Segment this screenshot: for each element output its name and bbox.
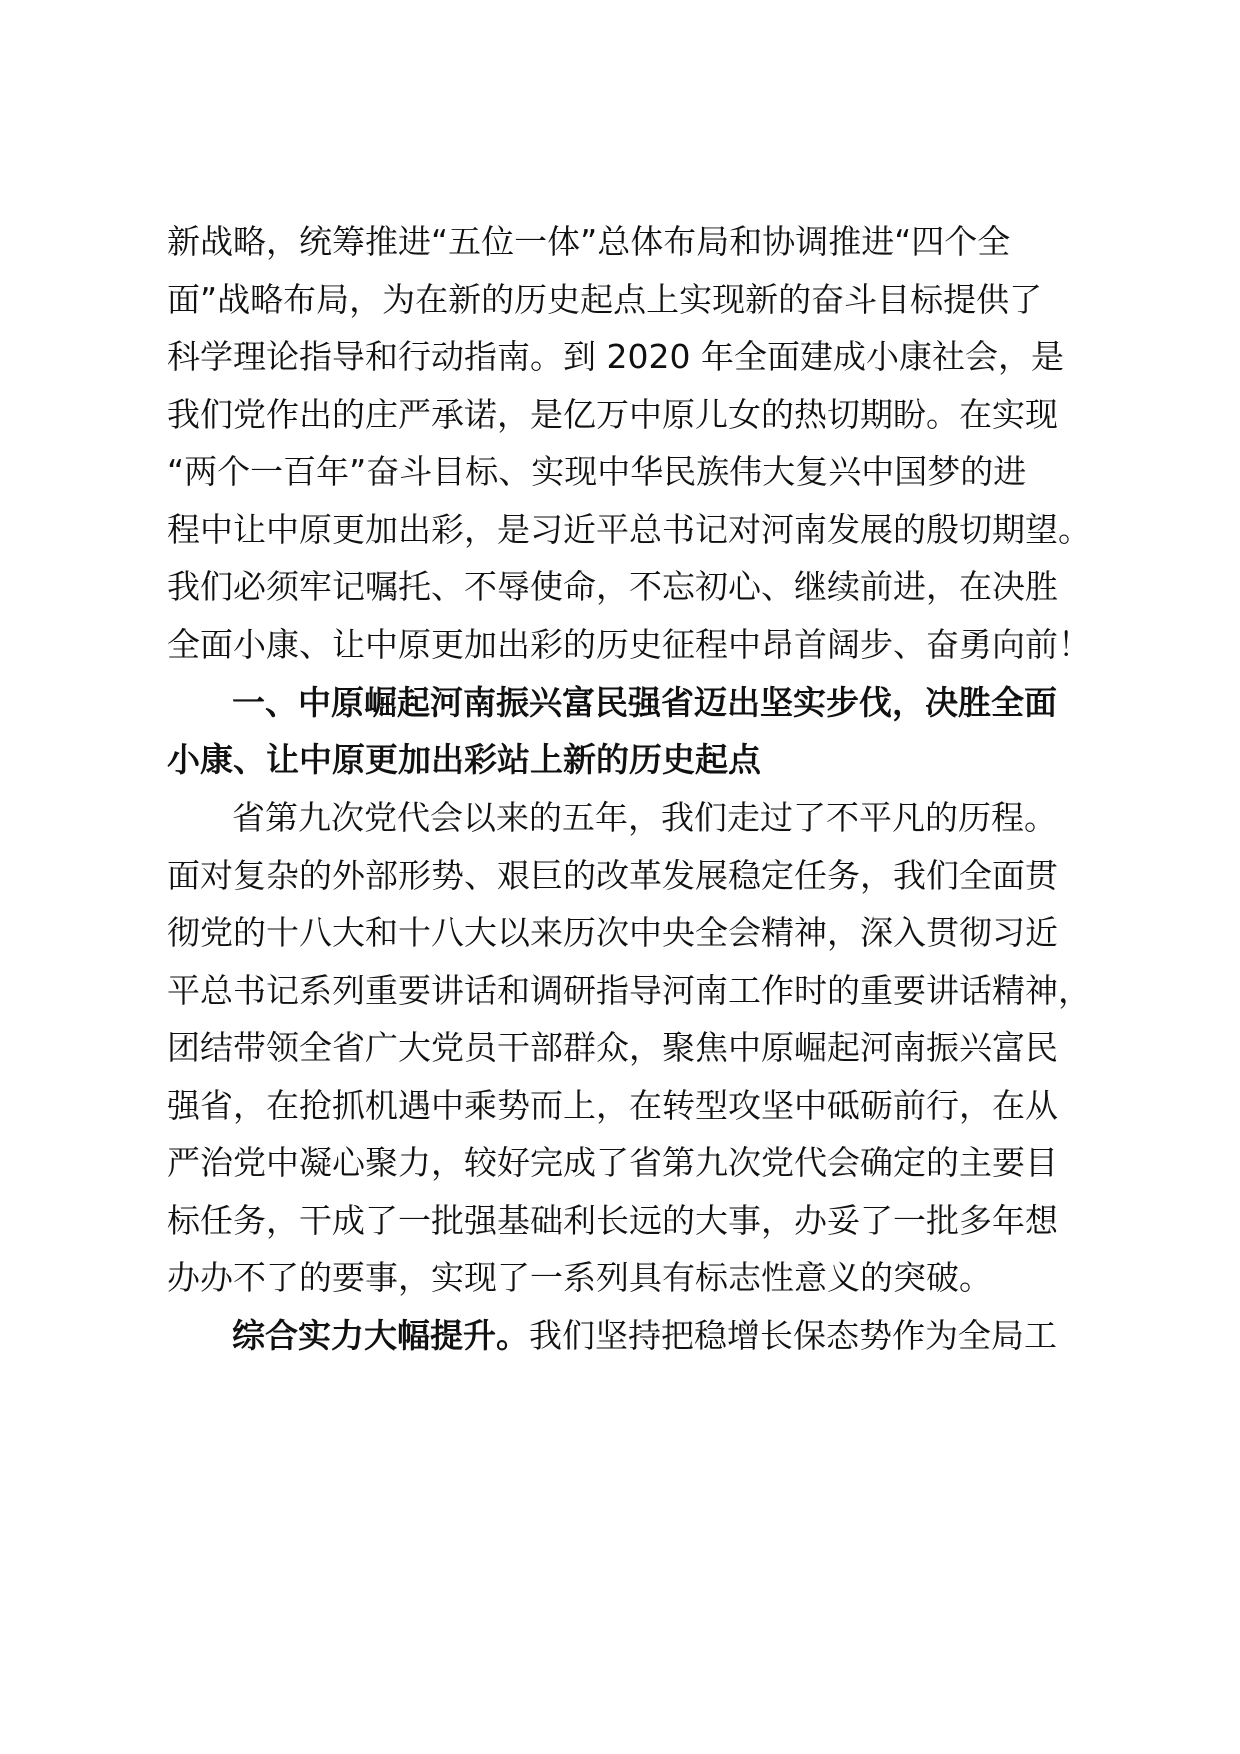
body-line: 办办不了的要事，实现了一系列具有标志性意义的突破。 bbox=[167, 1258, 992, 1297]
paragraph-start-line bbox=[232, 1316, 1057, 1356]
body-line: 团结带领全省广大党员干部群众，聚焦中原崛起河南振兴富民 bbox=[167, 1028, 1058, 1067]
body-line: 全面小康、让中原更加出彩的历史征程中昂首阔步、奋勇向前！ bbox=[167, 625, 1091, 664]
body-line: 我们必须牢记嘱托、不辱使命，不忘初心、继续前进，在决胜 bbox=[167, 567, 1058, 606]
body-line: 强省，在抢抓机遇中乘势而上，在转型攻坚中砥砺前行，在从 bbox=[167, 1086, 1058, 1125]
body-line: 面对复杂的外部形势、艰巨的改革发展稳定任务，我们全面贯 bbox=[167, 856, 1058, 895]
body-line: 标任务，干成了一批强基础利长远的大事，办妥了一批多年想 bbox=[167, 1201, 1058, 1240]
body-line: 面”战略布局，为在新的历史起点上实现新的奋斗目标提供了 bbox=[167, 280, 1043, 319]
body-line: 严治党中凝心聚力，较好完成了省第九次党代会确定的主要目 bbox=[167, 1143, 1058, 1182]
body-line: 省第九次党代会以来的五年，我们走过了不平凡的历程。 bbox=[232, 798, 1057, 837]
section-heading-line-2: 小康、让中原更加出彩站上新的历史起点 bbox=[167, 740, 761, 779]
body-line: 我们党作出的庄严承诺，是亿万中原儿女的热切期盼。在实现 bbox=[167, 395, 1058, 434]
section-heading-line-1: 一、中原崛起河南振兴富民强省迈出坚实步伐，决胜全面 bbox=[232, 683, 1057, 722]
body-line: 程中让中原更加出彩，是习近平总书记对河南发展的殷切期望。 bbox=[167, 510, 1091, 549]
body-line: 平总书记系列重要讲话和调研指导河南工作时的重要讲话精神， bbox=[167, 971, 1091, 1010]
paragraph-lead-in: 综合实力大幅提升。 bbox=[232, 1316, 529, 1355]
body-line: “两个一百年”奋斗目标、实现中华民族伟大复兴中国梦的进 bbox=[167, 452, 1027, 491]
body-line: 科学理论指导和行动指南。到 2020 年全面建成小康社会，是 bbox=[167, 337, 1064, 376]
body-line: 新战略，统筹推进“五位一体”总体布局和协调推进“四个全 bbox=[167, 222, 1011, 261]
paragraph-text: 我们坚持把稳增长保态势作为全局工 bbox=[529, 1316, 1057, 1355]
body-line: 彻党的十八大和十八大以来历次中央全会精神，深入贯彻习近 bbox=[167, 913, 1058, 952]
